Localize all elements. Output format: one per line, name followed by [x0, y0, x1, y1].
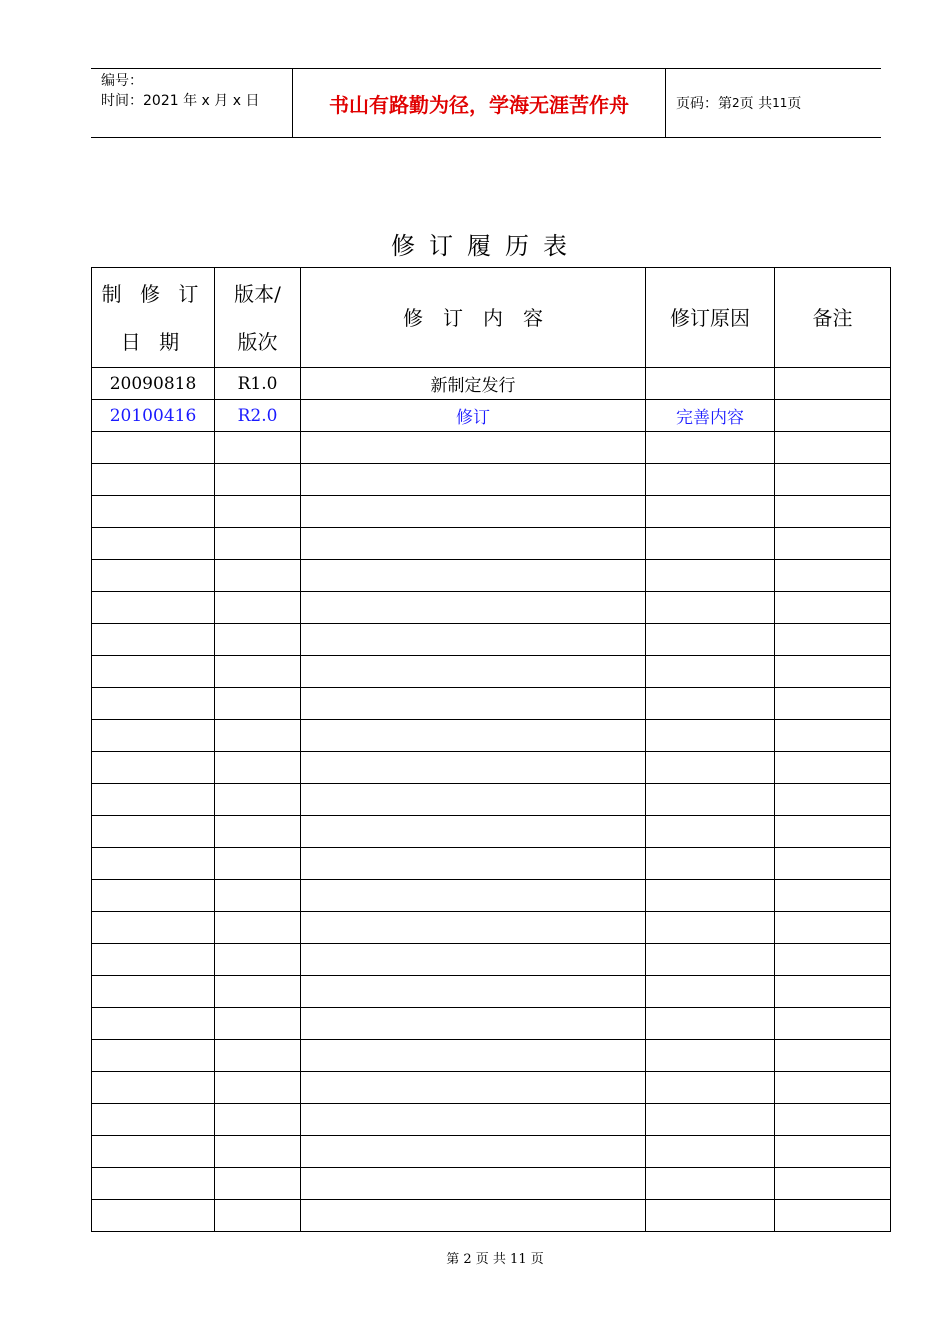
table-cell-empty: [646, 432, 775, 464]
table-cell-empty: [646, 1104, 775, 1136]
table-cell-empty: [301, 1200, 646, 1232]
table-header-row: [92, 268, 891, 368]
table-cell-empty: [775, 592, 891, 624]
table-cell-empty: [92, 1168, 215, 1200]
table-cell-empty: [215, 688, 301, 720]
header-date: 制 修 订 日 期: [92, 268, 215, 368]
table-cell-empty: [92, 944, 215, 976]
cell-date: 20090818: [92, 368, 215, 400]
table-cell-empty: [775, 1072, 891, 1104]
table-cell-empty: [775, 1040, 891, 1072]
table-cell-empty: [92, 1072, 215, 1104]
header-divider: [665, 69, 666, 137]
table-row-empty: [92, 1040, 891, 1072]
table-cell-empty: [646, 816, 775, 848]
table-row-empty: [92, 720, 891, 752]
table-cell-empty: [775, 1200, 891, 1232]
table-row-empty: [92, 848, 891, 880]
table-cell-empty: [646, 880, 775, 912]
table-cell-empty: [301, 720, 646, 752]
table-cell-empty: [92, 464, 215, 496]
header-remarks: 备注: [775, 268, 891, 368]
table-cell-empty: [301, 1008, 646, 1040]
table-cell-empty: [215, 752, 301, 784]
table-cell-empty: [92, 496, 215, 528]
table-cell-empty: [92, 688, 215, 720]
cell-reason: [646, 368, 775, 400]
table-row-empty: [92, 880, 891, 912]
table-cell-empty: [215, 880, 301, 912]
code-label: 编号：: [101, 73, 143, 89]
table-cell-empty: [646, 720, 775, 752]
table-cell-empty: [215, 784, 301, 816]
table-cell-empty: [301, 976, 646, 1008]
table-row-empty: [92, 944, 891, 976]
page-mid: 页 共: [739, 96, 773, 112]
table-cell-empty: [646, 496, 775, 528]
table-cell-empty: [301, 944, 646, 976]
table-cell-empty: [775, 944, 891, 976]
table-cell-empty: [775, 560, 891, 592]
table-row-empty: [92, 816, 891, 848]
table-cell-empty: [646, 464, 775, 496]
table-cell-empty: [92, 1008, 215, 1040]
table-cell-empty: [92, 528, 215, 560]
table-cell-empty: [775, 1168, 891, 1200]
table-cell-empty: [646, 1072, 775, 1104]
table-cell-empty: [301, 592, 646, 624]
table-cell-empty: [646, 1200, 775, 1232]
table-cell-empty: [646, 752, 775, 784]
page-current: 2: [732, 96, 740, 110]
table-cell-empty: [92, 976, 215, 1008]
table-cell-empty: [646, 656, 775, 688]
table-cell-empty: [215, 624, 301, 656]
cell-reason: 完善内容: [646, 400, 775, 432]
table-row-empty: [92, 464, 891, 496]
table-row-empty: [92, 1168, 891, 1200]
table-cell-empty: [301, 656, 646, 688]
revision-history-table: [91, 267, 891, 1232]
table-cell-empty: [646, 528, 775, 560]
table-cell-empty: [301, 1072, 646, 1104]
table-cell-empty: [215, 464, 301, 496]
table-cell-empty: [646, 1168, 775, 1200]
table-cell-empty: [301, 880, 646, 912]
table-row-empty: [92, 656, 891, 688]
table-row-empty: [92, 912, 891, 944]
table-cell-empty: [92, 848, 215, 880]
cell-content: 新制定发行: [301, 368, 646, 400]
table-cell-empty: [775, 912, 891, 944]
table-cell-empty: [92, 784, 215, 816]
table-cell-empty: [215, 848, 301, 880]
table-cell-empty: [646, 688, 775, 720]
table-cell-empty: [215, 1136, 301, 1168]
table-cell-empty: [646, 1008, 775, 1040]
table-row-empty: [92, 592, 891, 624]
table-cell-empty: [646, 976, 775, 1008]
table-cell-empty: [215, 1104, 301, 1136]
table-cell-empty: [646, 560, 775, 592]
table-row-empty: [92, 624, 891, 656]
cell-content: 修订: [301, 400, 646, 432]
table-cell-empty: [775, 464, 891, 496]
table-row-empty: [92, 1200, 891, 1232]
table-cell-empty: [215, 1040, 301, 1072]
table-cell-empty: [215, 496, 301, 528]
cell-version: R1.0: [215, 368, 301, 400]
table-cell-empty: [301, 912, 646, 944]
table-row-empty: [92, 1104, 891, 1136]
header-motto: 书山有路勤为径，学海无涯苦作舟: [329, 92, 629, 117]
page-prefix: 页码：第: [676, 96, 732, 112]
table-cell-empty: [301, 1040, 646, 1072]
table-row-empty: [92, 496, 891, 528]
page-title: 修订履历表: [391, 232, 581, 260]
table-cell-empty: [775, 1104, 891, 1136]
table-cell-empty: [775, 528, 891, 560]
table-cell-empty: [301, 464, 646, 496]
table-cell-empty: [775, 752, 891, 784]
table-cell-empty: [775, 976, 891, 1008]
table-cell-empty: [92, 656, 215, 688]
table-cell-empty: [92, 816, 215, 848]
table-cell-empty: [646, 592, 775, 624]
table-cell-empty: [301, 1104, 646, 1136]
table-cell-empty: [301, 624, 646, 656]
page-suffix: 页: [787, 96, 802, 112]
table-cell-empty: [301, 1136, 646, 1168]
page-total: 11: [772, 96, 788, 110]
table-cell-empty: [215, 560, 301, 592]
table-cell-empty: [775, 432, 891, 464]
table-row-empty: [92, 560, 891, 592]
table-cell-empty: [301, 496, 646, 528]
header-reason: 修订原因: [646, 268, 775, 368]
table-cell-empty: [215, 592, 301, 624]
table-row: [92, 368, 891, 400]
table-cell-empty: [92, 1136, 215, 1168]
page-header: [91, 68, 881, 138]
table-cell-empty: [775, 656, 891, 688]
table-cell-empty: [215, 1168, 301, 1200]
table-row-empty: [92, 1136, 891, 1168]
table-cell-empty: [215, 976, 301, 1008]
table-cell-empty: [775, 816, 891, 848]
table-cell-empty: [92, 1104, 215, 1136]
cell-date: 20100416: [92, 400, 215, 432]
table-cell-empty: [215, 1008, 301, 1040]
table-cell-empty: [775, 880, 891, 912]
table-cell-empty: [646, 784, 775, 816]
table-cell-empty: [215, 944, 301, 976]
table-cell-empty: [92, 1200, 215, 1232]
table-row-empty: [92, 1008, 891, 1040]
table-cell-empty: [775, 624, 891, 656]
table-cell-empty: [301, 432, 646, 464]
table-cell-empty: [92, 880, 215, 912]
table-row-empty: [92, 976, 891, 1008]
table-cell-empty: [215, 720, 301, 752]
cell-version: R2.0: [215, 400, 301, 432]
table-cell-empty: [775, 848, 891, 880]
table-cell-empty: [92, 624, 215, 656]
table-cell-empty: [646, 944, 775, 976]
table-cell-empty: [215, 912, 301, 944]
header-content: 修 订 内 容: [301, 268, 646, 368]
table-cell-empty: [301, 784, 646, 816]
table-cell-empty: [92, 432, 215, 464]
table-cell-empty: [646, 624, 775, 656]
cell-remarks: [775, 368, 891, 400]
table-cell-empty: [215, 432, 301, 464]
table-cell-empty: [301, 1168, 646, 1200]
header-page-number: [676, 69, 801, 137]
table-cell-empty: [646, 848, 775, 880]
table-cell-empty: [301, 560, 646, 592]
table-cell-empty: [775, 1008, 891, 1040]
table-cell-empty: [215, 1072, 301, 1104]
time-label: 时间：2021 年 x 月 x 日: [101, 93, 260, 109]
table-row: [92, 400, 891, 432]
table-cell-empty: [775, 496, 891, 528]
table-cell-empty: [775, 720, 891, 752]
table-row-empty: [92, 752, 891, 784]
table-cell-empty: [92, 592, 215, 624]
table-row-empty: [92, 432, 891, 464]
cell-remarks: [775, 400, 891, 432]
header-version: 版本/ 版次: [215, 268, 301, 368]
table-row-empty: [92, 528, 891, 560]
table-cell-empty: [775, 784, 891, 816]
table-cell-empty: [301, 752, 646, 784]
table-row-empty: [92, 1072, 891, 1104]
table-cell-empty: [301, 688, 646, 720]
table-cell-empty: [215, 1200, 301, 1232]
table-cell-empty: [301, 816, 646, 848]
table-cell-empty: [215, 816, 301, 848]
table-cell-empty: [92, 720, 215, 752]
table-cell-empty: [301, 848, 646, 880]
table-cell-empty: [775, 1136, 891, 1168]
table-cell-empty: [301, 528, 646, 560]
table-cell-empty: [646, 912, 775, 944]
table-cell-empty: [215, 528, 301, 560]
table-cell-empty: [646, 1040, 775, 1072]
table-cell-empty: [215, 656, 301, 688]
header-meta: [101, 71, 259, 111]
table-cell-empty: [775, 688, 891, 720]
table-cell-empty: [92, 912, 215, 944]
table-row-empty: [92, 784, 891, 816]
table-row-empty: [92, 688, 891, 720]
table-cell-empty: [646, 1136, 775, 1168]
table-cell-empty: [92, 1040, 215, 1072]
table-cell-empty: [92, 560, 215, 592]
page-footer: 第 2 页 共 11 页: [446, 1252, 544, 1267]
table-cell-empty: [92, 752, 215, 784]
